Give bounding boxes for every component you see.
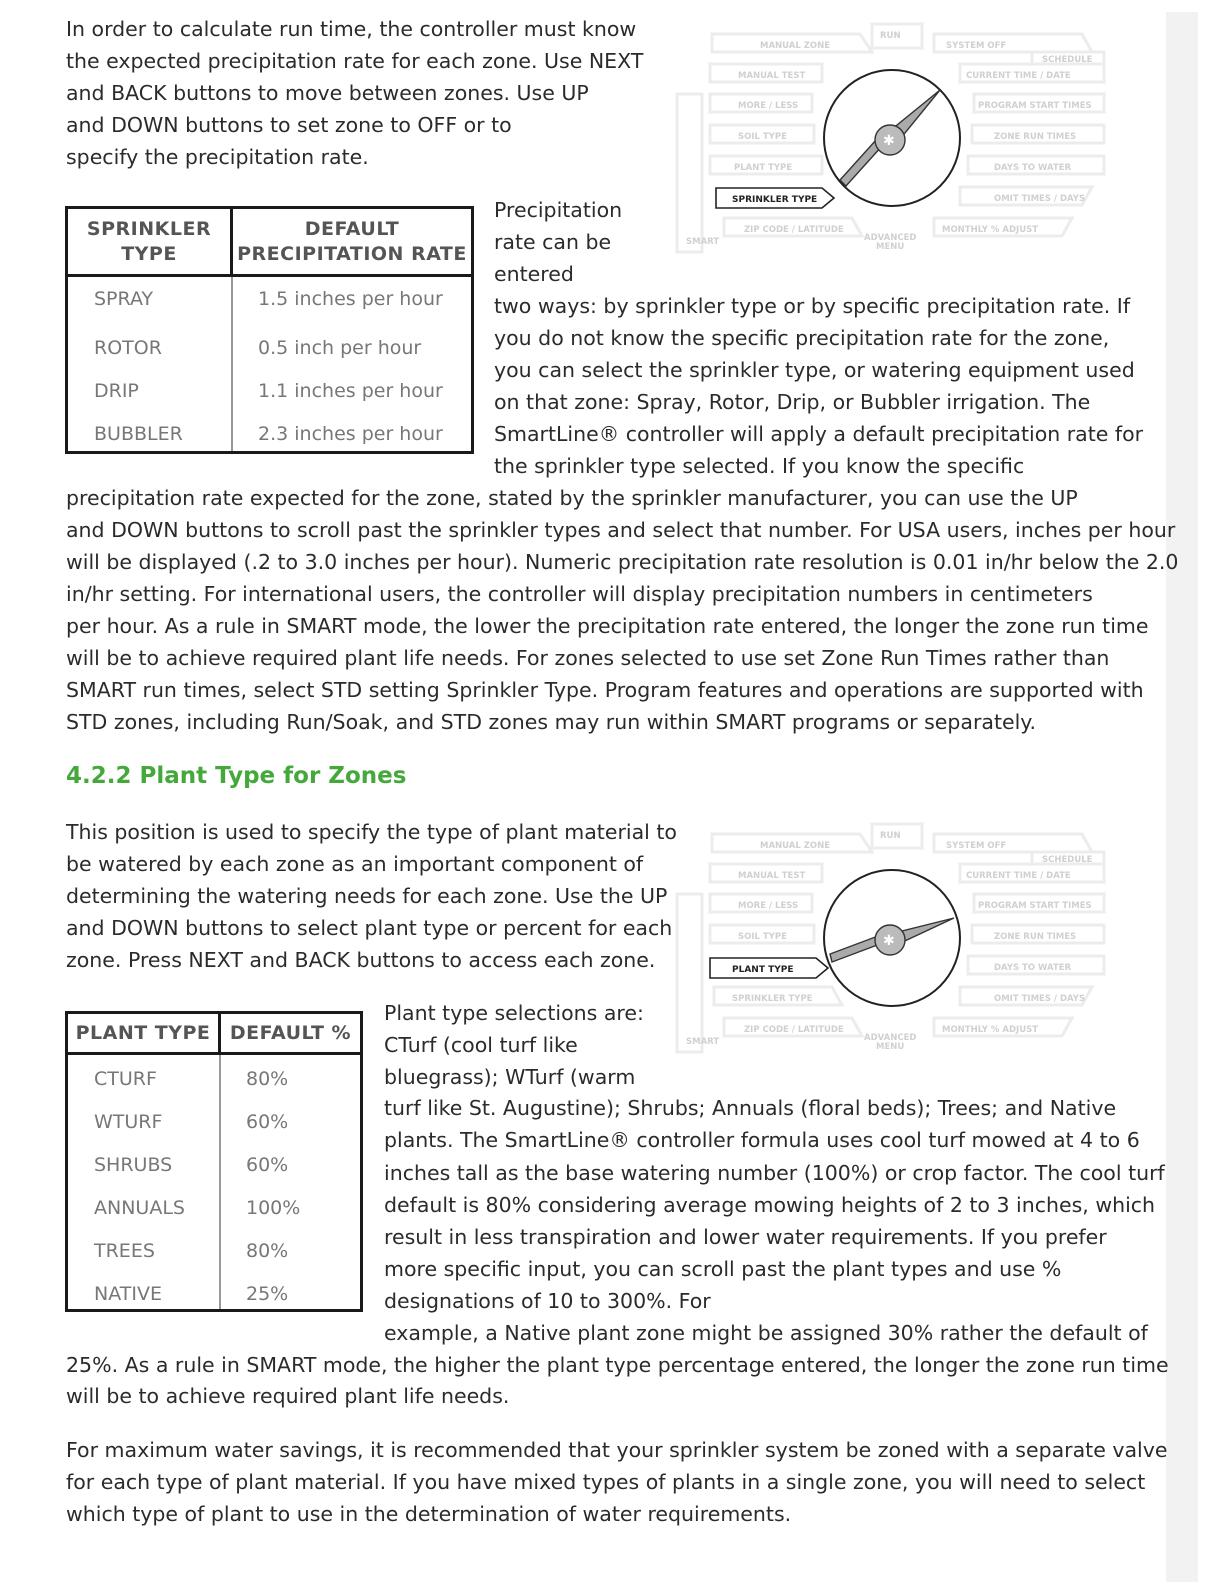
text-line: you do not know the specific precipitation rate for the zone, <box>494 326 1110 350</box>
table-cell-type: ANNUALS <box>94 1197 185 1219</box>
text-line: will be displayed (.2 to 3.0 inches per hour). Numeric precipitation rate resolution is 0.01 in/hr below the 2.0 <box>66 550 1179 574</box>
dial-label-program-start: PROGRAM START TIMES <box>978 101 1092 111</box>
table-cell-type: DRIP <box>94 380 139 402</box>
text-line: more specific input, you can scroll past the plant types and use % <box>384 1257 1062 1281</box>
text-line: example, a Native plant zone might be assigned 30% rather the default of <box>384 1321 1148 1345</box>
text-line: This position is used to specify the type of plant material to <box>66 820 677 844</box>
dial-label-schedule: SCHEDULE <box>1042 855 1093 865</box>
text-line: turf like St. Augustine); Shrubs; Annuals (floral beds); Trees; and Native <box>384 1096 1117 1120</box>
table-cell-rate: 2.3 inches per hour <box>258 423 443 445</box>
text-line: which type of plant to use in the determination of water requirements. <box>66 1502 792 1526</box>
dial-selected-label: SPRINKLER TYPE <box>732 195 818 205</box>
dial-label-zip-code: ZIP CODE / LATITUDE <box>744 1025 844 1035</box>
dial-label-zip-code: ZIP CODE / LATITUDE <box>744 225 844 235</box>
table-cell-type: WTURF <box>94 1111 163 1133</box>
table-cell-pct: 60% <box>246 1154 289 1176</box>
dial-label-schedule: SCHEDULE <box>1042 55 1093 65</box>
text-line: you can select the sprinkler type, or watering equipment used <box>494 358 1135 382</box>
text-line: on that zone: Spray, Rotor, Drip, or Bubbler irrigation. The <box>494 390 1091 414</box>
text-line: and DOWN buttons to scroll past the sprinkler types and select that number. For USA users, inches per hour <box>66 518 1176 542</box>
dial-label-omit-times: OMIT TIMES / DAYS <box>994 194 1086 204</box>
dial-label-manual-zone: MANUAL ZONE <box>760 841 831 851</box>
dial-label-days-water: DAYS TO WATER <box>994 963 1072 973</box>
dial-label-days-water: DAYS TO WATER <box>994 163 1072 173</box>
sprinkler-type-table <box>65 206 474 454</box>
section-heading: 4.2.2 Plant Type for Zones <box>66 763 407 789</box>
text-line: In order to calculate run time, the controller must know <box>66 17 637 41</box>
dial-label-more-less: MORE / LESS <box>738 901 799 911</box>
table-cell-type: SHRUBS <box>94 1154 173 1176</box>
text-line: designations of 10 to 300%. For <box>384 1289 711 1313</box>
text-line: zone. Press NEXT and BACK buttons to access each zone. <box>66 948 656 972</box>
text-line: For maximum water savings, it is recommended that your sprinkler system be zoned with a separate valve <box>66 1438 1168 1462</box>
plant-type-table <box>65 1011 363 1312</box>
table-cell-type: CTURF <box>94 1068 157 1090</box>
dial-label-advanced: ADVANCED <box>864 1033 917 1043</box>
table-header-sprinkler-type: SPRINKLER TYPE <box>86 217 212 265</box>
dial-label-zone-run: ZONE RUN TIMES <box>994 932 1077 942</box>
text-line: be watered by each zone as an important component of <box>66 852 644 876</box>
text-line: CTurf (cool turf like <box>384 1033 578 1057</box>
text-line: will be to achieve required plant life needs. <box>66 1384 510 1408</box>
dial-label-manual-test: MANUAL TEST <box>738 871 806 881</box>
table-cell-pct: 100% <box>246 1197 301 1219</box>
text-line: determining the watering needs for each zone. Use the UP <box>66 884 668 908</box>
table-cell-pct: 80% <box>246 1240 289 1262</box>
svg-text:✱: ✱ <box>883 933 895 949</box>
text-line: and DOWN buttons to set zone to OFF or to <box>66 113 512 137</box>
dial-label-menu: MENU <box>876 1042 905 1052</box>
text-line: will be to achieve required plant life needs. For zones selected to use set Zone Run Times rather than <box>66 646 1110 670</box>
dial-label-soil-type: SOIL TYPE <box>738 932 787 942</box>
text-line: bluegrass); WTurf (warm <box>384 1065 636 1089</box>
text-line: SmartLine® controller will apply a default precipitation rate for <box>494 422 1144 446</box>
dial-label-system-off: SYSTEM OFF <box>946 841 1007 851</box>
dial-label-menu: MENU <box>876 242 905 252</box>
text-line: inches tall as the base watering number (100%) or crop factor. The cool turf <box>384 1161 1165 1185</box>
dial-label-current-time: CURRENT TIME / DATE <box>966 871 1071 881</box>
text-line: and DOWN buttons to select plant type or percent for each <box>66 916 673 940</box>
text-line: precipitation rate expected for the zone, stated by the sprinkler manufacturer, you can use the UP <box>66 486 1078 510</box>
dial-label-system-off: SYSTEM OFF <box>946 41 1007 51</box>
dial-label-plant-type: PLANT TYPE <box>734 163 793 173</box>
text-line: two ways: by sprinkler type or by specific precipitation rate. If <box>494 294 1131 318</box>
text-line: Precipitation <box>494 198 623 222</box>
text-line: result in less transpiration and lower water requirements. If you prefer <box>384 1225 1107 1249</box>
dial-label-manual-test: MANUAL TEST <box>738 71 806 81</box>
dial-selected-label: PLANT TYPE <box>732 965 794 975</box>
text-line: entered <box>494 262 574 286</box>
text-line: 25%. As a rule in SMART mode, the higher the plant type percentage entered, the longer the zone run time <box>66 1353 1169 1377</box>
table-cell-type: TREES <box>94 1240 155 1262</box>
controller-dial-sprinkler-type <box>672 22 1122 258</box>
table-cell-pct: 80% <box>246 1068 289 1090</box>
dial-label-zone-run: ZONE RUN TIMES <box>994 132 1077 142</box>
text-line: and BACK buttons to move between zones. Use UP <box>66 81 589 105</box>
dial-label-current-time: CURRENT TIME / DATE <box>966 71 1071 81</box>
text-line: default is 80% considering average mowing heights of 2 to 3 inches, which <box>384 1193 1156 1217</box>
dial-label-more-less: MORE / LESS <box>738 101 799 111</box>
table-cell-pct: 25% <box>246 1283 289 1305</box>
dial-label-smart: SMART <box>686 1037 720 1047</box>
table-header-default-pct: DEFAULT % <box>229 1021 352 1044</box>
text-line: the sprinkler type selected. If you know the specific <box>494 454 1025 478</box>
dial-label-program-start: PROGRAM START TIMES <box>978 901 1092 911</box>
text-line: the expected precipitation rate for each zone. Use NEXT <box>66 49 644 73</box>
dial-label-run: RUN <box>880 831 901 841</box>
table-cell-type: SPRAY <box>94 288 154 310</box>
dial-label-run: RUN <box>880 31 901 41</box>
dial-label-monthly: MONTHLY % ADJUST <box>942 225 1039 235</box>
dial-label-manual-zone: MANUAL ZONE <box>760 41 831 51</box>
table-cell-pct: 60% <box>246 1111 289 1133</box>
table-cell-type: BUBBLER <box>94 423 183 445</box>
dial-label-smart: SMART <box>686 237 720 247</box>
table-cell-type: ROTOR <box>94 337 162 359</box>
table-header-plant-type: PLANT TYPE <box>75 1021 211 1044</box>
dial-label-soil-type: SOIL TYPE <box>738 132 787 142</box>
text-line: per hour. As a rule in SMART mode, the lower the precipitation rate entered, the longer the zone run time <box>66 614 1149 638</box>
text-line: STD zones, including Run/Soak, and STD zones may run within SMART programs or separately. <box>66 710 1037 734</box>
table-cell-rate: 0.5 inch per hour <box>258 337 422 359</box>
text-line: SMART run times, select STD setting Sprinkler Type. Program features and operations are supported with <box>66 678 1144 702</box>
text-line: for each type of plant material. If you have mixed types of plants in a single zone, you will need to select <box>66 1470 1146 1494</box>
table-header-precipitation-rate: DEFAULT PRECIPITATION RATE <box>237 217 467 265</box>
dial-label-omit-times: OMIT TIMES / DAYS <box>994 994 1086 1004</box>
text-line: specify the precipitation rate. <box>66 145 369 169</box>
controller-dial-plant-type <box>672 822 1122 1058</box>
text-line: rate can be <box>494 230 612 254</box>
text-line: in/hr setting. For international users, the controller will display precipitation numbers in centimeters <box>66 582 1093 606</box>
table-cell-type: NATIVE <box>94 1283 162 1305</box>
svg-text:✱: ✱ <box>883 133 895 149</box>
table-cell-rate: 1.5 inches per hour <box>258 288 443 310</box>
dial-label-sprinkler-type: SPRINKLER TYPE <box>732 994 813 1004</box>
text-line: plants. The SmartLine® controller formula uses cool turf mowed at 4 to 6 <box>384 1128 1140 1152</box>
dial-label-monthly: MONTHLY % ADJUST <box>942 1025 1039 1035</box>
table-cell-rate: 1.1 inches per hour <box>258 380 443 402</box>
dial-label-advanced: ADVANCED <box>864 233 917 243</box>
text-line: Plant type selections are: <box>384 1001 644 1025</box>
